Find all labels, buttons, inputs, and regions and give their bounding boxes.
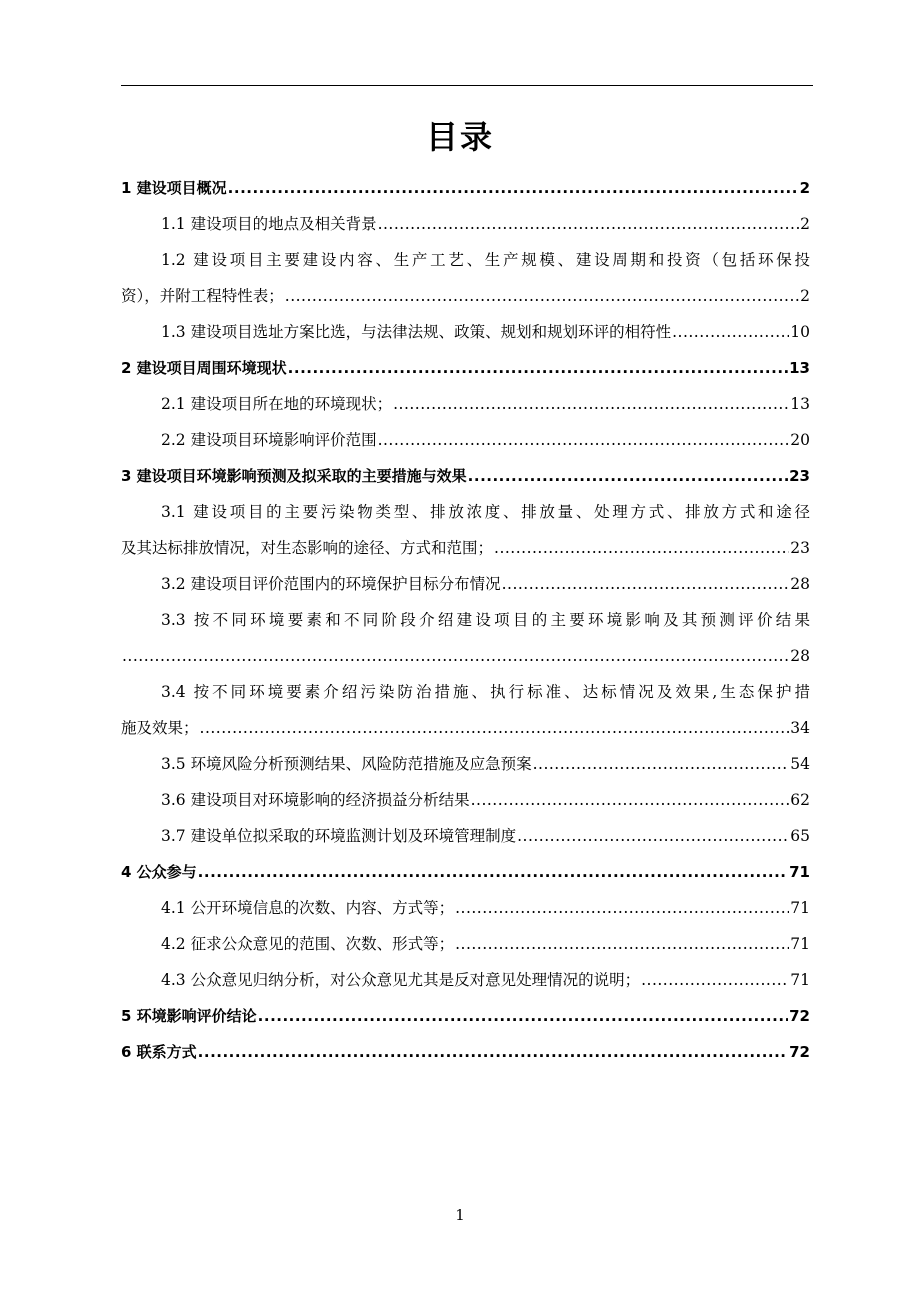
toc-page-number: 71	[790, 935, 810, 953]
toc-entry-text: 4.3 公众意见归纳分析，对公众意见尤其是反对意见处理情况的说明；	[161, 971, 641, 989]
toc-page-number: 72	[789, 1043, 810, 1061]
toc-page-number: 23	[789, 467, 810, 485]
toc-chapter-entry[interactable]	[121, 854, 810, 890]
toc-section-entry[interactable]	[121, 386, 810, 422]
toc-chapter-entry[interactable]	[121, 998, 810, 1034]
toc-page-number: 10	[790, 323, 810, 341]
toc-entry-text: 4.1 公开环境信息的次数、内容、方式等；	[161, 899, 455, 917]
page-number: 1	[455, 1206, 465, 1224]
toc-entry-text: 3.5 环境风险分析预测结果、风险防范措施及应急预案	[161, 755, 532, 773]
toc-page-number: 54	[790, 755, 810, 773]
toc-chapter-entry[interactable]	[121, 170, 810, 206]
toc-leader-dots	[200, 710, 790, 746]
toc-leader-dots	[471, 782, 790, 818]
toc-entry-text: 1.3 建设项目选址方案比选，与法律法规、政策、规划和规划环评的相符性	[161, 323, 672, 341]
toc-leader-dots	[455, 926, 789, 962]
toc-section-entry[interactable]	[121, 314, 810, 350]
toc-section-entry[interactable]	[121, 782, 810, 818]
toc-leader-dots	[533, 746, 790, 782]
toc-page-number: 23	[790, 539, 810, 557]
toc-entry-text: 5 环境影响评价结论	[121, 1007, 257, 1025]
table-of-contents	[121, 170, 810, 1070]
toc-entry-first-line: 3.3 按不同环境要素和不同阶段介绍建设项目的主要环境影响及其预测评价结果	[161, 611, 810, 629]
toc-entry-text: 及其达标排放情况，对生态影响的途径、方式和范围；	[121, 539, 494, 557]
toc-entry-text: 3.2 建设项目评价范围内的环境保护目标分布情况	[161, 575, 501, 593]
toc-page-number: 13	[790, 395, 810, 413]
toc-leader-dots	[198, 854, 788, 890]
toc-entry-first-line: 1.2 建设项目主要建设内容、生产工艺、生产规模、建设周期和投资（包括环保投	[161, 251, 810, 269]
toc-section-entry[interactable]	[121, 926, 810, 962]
toc-leader-dots	[455, 890, 789, 926]
header-rule	[121, 85, 813, 86]
toc-entry-text: 资），并附工程特性表；	[121, 287, 284, 305]
toc-entry-text: 2.1 建设项目所在地的环境现状；	[161, 395, 393, 413]
toc-page-number: 2	[800, 215, 810, 233]
toc-section-entry[interactable]	[121, 206, 810, 242]
toc-leader-dots	[258, 998, 788, 1034]
toc-entry-text: 施及效果；	[121, 719, 199, 737]
toc-section-entry[interactable]	[121, 566, 810, 602]
toc-leader-dots	[285, 278, 799, 314]
toc-page-number: 71	[790, 899, 810, 917]
toc-leader-dots	[198, 1034, 788, 1070]
toc-section-entry[interactable]	[121, 422, 810, 458]
toc-entry-text: 1 建设项目概况	[121, 179, 227, 197]
toc-entry-text: 2.2 建设项目环境影响评价范围	[161, 431, 377, 449]
toc-chapter-entry[interactable]	[121, 1034, 810, 1070]
toc-leader-dots	[468, 458, 788, 494]
toc-leader-dots	[641, 962, 789, 998]
toc-leader-dots	[672, 314, 789, 350]
toc-section-entry[interactable]	[121, 962, 810, 998]
toc-page-number: 28	[790, 575, 810, 593]
toc-page-number: 20	[790, 431, 810, 449]
toc-chapter-entry[interactable]	[121, 350, 810, 386]
toc-page-number: 72	[789, 1007, 810, 1025]
toc-page-number: 65	[790, 827, 810, 845]
toc-entry-text: 3.7 建设单位拟采取的环境监测计划及环境管理制度	[161, 827, 517, 845]
toc-page-number: 2	[799, 179, 810, 197]
toc-section-entry[interactable]	[121, 746, 810, 782]
toc-entry-text: 4 公众参与	[121, 863, 197, 881]
toc-page-number: 71	[789, 863, 810, 881]
toc-page-number: 62	[790, 791, 810, 809]
toc-page-number: 28	[790, 647, 810, 665]
toc-entry-text: 3 建设项目环境影响预测及拟采取的主要措施与效果	[121, 467, 467, 485]
toc-title: 目录	[425, 118, 494, 156]
toc-entry-text: 4.2 征求公众意见的范围、次数、形式等；	[161, 935, 455, 953]
toc-leader-dots	[393, 386, 789, 422]
toc-chapter-entry[interactable]	[121, 458, 810, 494]
toc-section-entry[interactable]	[121, 638, 810, 674]
toc-entry-text: 2 建设项目周围环境现状	[121, 359, 287, 377]
toc-entry-text: 1.1 建设项目的地点及相关背景	[161, 215, 377, 233]
toc-page-number: 71	[790, 971, 810, 989]
toc-leader-dots	[378, 422, 790, 458]
toc-leader-dots	[288, 350, 788, 386]
toc-entry-first-line: 3.1 建设项目的主要污染物类型、排放浓度、排放量、处理方式、排放方式和途径	[161, 503, 810, 521]
toc-section-entry[interactable]	[121, 710, 810, 746]
toc-page-number: 2	[800, 287, 810, 305]
toc-entry-text: 6 联系方式	[121, 1043, 197, 1061]
toc-leader-dots	[122, 638, 789, 674]
toc-section-entry[interactable]	[121, 818, 810, 854]
toc-leader-dots	[494, 530, 789, 566]
toc-leader-dots	[517, 818, 789, 854]
toc-leader-dots	[378, 206, 800, 242]
toc-entry-text: 3.6 建设项目对环境影响的经济损益分析结果	[161, 791, 470, 809]
toc-entry-first-line: 3.4 按不同环境要素介绍污染防治措施、执行标准、达标情况及效果,生态保护措	[161, 683, 810, 701]
toc-leader-dots	[228, 170, 799, 206]
toc-section-entry[interactable]	[121, 890, 810, 926]
toc-page-number: 34	[790, 719, 810, 737]
toc-section-entry[interactable]	[121, 278, 810, 314]
toc-page-number: 13	[789, 359, 810, 377]
toc-section-entry[interactable]	[121, 530, 810, 566]
toc-leader-dots	[502, 566, 790, 602]
